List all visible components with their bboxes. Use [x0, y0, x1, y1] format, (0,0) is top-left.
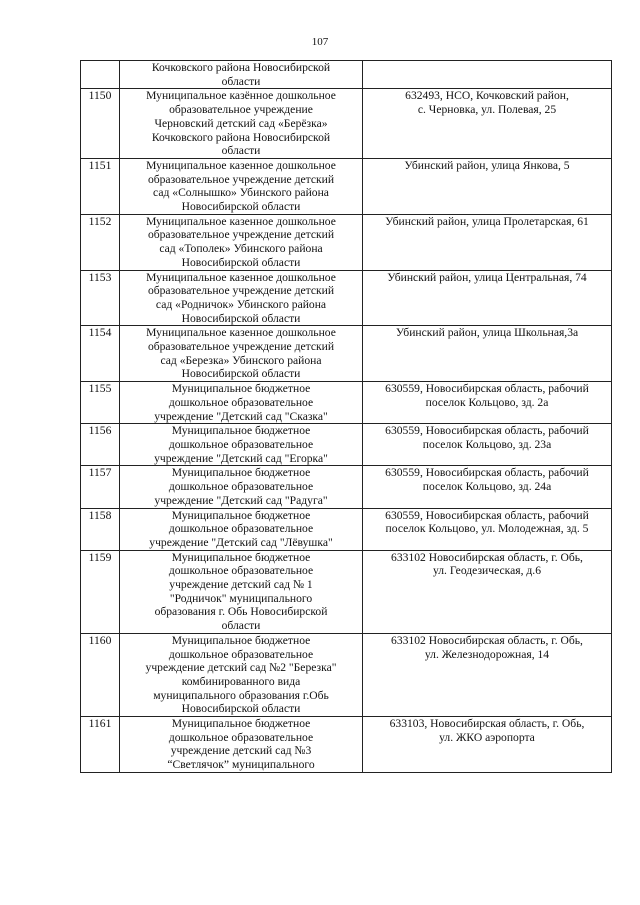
address-line: 630559, Новосибирская область, рабочий: [385, 466, 589, 480]
address-line: ул. Геодезическая, д.6: [432, 564, 541, 578]
institution-name-cell: [120, 382, 363, 424]
institution-name-line: дошкольное образовательное: [168, 522, 314, 536]
institution-name-line: Муниципальное бюджетное: [171, 466, 311, 480]
row-number-cell: 1150: [81, 89, 120, 159]
institution-name-line: учреждение детский сад №3: [170, 744, 312, 758]
institution-name-line: Новосибирской области: [181, 702, 301, 716]
row-number-cell: 1152: [81, 214, 120, 270]
institution-name-line: образовательное учреждение детский: [147, 340, 335, 354]
address-line: 630559, Новосибирская область, рабочий: [385, 424, 589, 438]
row-number-cell: 1160: [81, 633, 120, 716]
address-cell: [363, 326, 612, 382]
address-cell: [363, 717, 612, 773]
table-row: [81, 424, 612, 466]
institution-name-line: Муниципальное казённое дошкольное: [146, 89, 336, 103]
address-line: 633102 Новосибирская область, г. Обь,: [391, 633, 583, 647]
institution-name-line: Муниципальное казенное дошкольное: [146, 270, 336, 284]
institution-name-line: "Родничок" муниципального: [169, 591, 313, 605]
institution-name-line: дошкольное образовательное: [168, 647, 314, 661]
row-number-cell: 1158: [81, 508, 120, 550]
address-cell: [363, 158, 612, 214]
institution-name-line: сад «Тополек» Убинского района: [159, 242, 323, 256]
institution-name-line: образовательное учреждение детский: [147, 284, 335, 298]
row-number-cell: 1153: [81, 270, 120, 326]
table-row: [81, 214, 612, 270]
address-line: 633102 Новосибирская область, г. Обь,: [391, 550, 583, 564]
table-row: [81, 466, 612, 508]
institution-name-line: комбинированного вида: [181, 674, 301, 688]
institution-name-line: области: [221, 74, 261, 88]
address-line: Убинский район, улица Янкова, 5: [404, 158, 570, 172]
row-number-cell: 1156: [81, 424, 120, 466]
institution-name-line: Муниципальное бюджетное: [171, 382, 311, 396]
table-row: [81, 633, 612, 716]
institution-name-line: учреждение "Детский сад "Радуга": [154, 493, 328, 507]
institution-name-line: “Светлячок” муниципального: [167, 758, 315, 772]
address-cell: [363, 270, 612, 326]
institution-name-line: сад «Родничок» Убинского района: [155, 297, 327, 311]
address-cell: [363, 214, 612, 270]
table-row: [81, 508, 612, 550]
address-line: Убинский район, улица Центральная, 74: [387, 270, 587, 284]
address-line: 630559, Новосибирская область, рабочий: [385, 382, 589, 396]
institution-name-line: Муниципальное казенное дошкольное: [146, 214, 336, 228]
institution-name-line: Муниципальное казенное дошкольное: [146, 326, 336, 340]
institution-name-line: сад «Солнышко» Убинского района: [153, 186, 329, 200]
institution-name-cell: [120, 270, 363, 326]
institution-name-cell: [120, 214, 363, 270]
address-line: Убинский район, улица Школьная,3а: [395, 326, 579, 340]
address-line: поселок Кольцово, зд. 24а: [422, 480, 552, 494]
institution-name-cell: [120, 466, 363, 508]
address-cell: [363, 89, 612, 159]
institution-name-cell: [120, 326, 363, 382]
institution-name-line: Муниципальное бюджетное: [171, 717, 311, 731]
institution-name-line: учреждение "Детский сад "Егорка": [154, 451, 328, 465]
address-line: Убинский район, улица Пролетарская, 61: [385, 214, 589, 228]
address-cell: [363, 382, 612, 424]
row-number-cell: 1159: [81, 550, 120, 633]
institution-name-line: сад «Березка» Убинского района: [160, 353, 322, 367]
institution-name-cell: [120, 550, 363, 633]
institution-name-line: образовательное учреждение детский: [147, 172, 335, 186]
row-number-cell: 1151: [81, 158, 120, 214]
institution-name-cell: [120, 717, 363, 773]
institution-name-cell: [120, 424, 363, 466]
row-number-cell: 1155: [81, 382, 120, 424]
institution-name-line: дошкольное образовательное: [168, 564, 314, 578]
table-row: [81, 326, 612, 382]
address-cell: [363, 508, 612, 550]
institution-name-line: дошкольное образовательное: [168, 395, 314, 409]
institution-name-line: образовательное учреждение: [169, 103, 313, 117]
kindergarten-registry-table: [80, 60, 612, 773]
institution-name-line: Кочковского района Новосибирской: [151, 130, 331, 144]
row-number-cell: [81, 61, 120, 89]
institution-name-cell: [120, 633, 363, 716]
institution-name-cell: [120, 89, 363, 159]
institution-name-line: Муниципальное бюджетное: [171, 550, 311, 564]
institution-name-line: муниципального образования г.Обь: [153, 688, 329, 702]
table-row: [81, 89, 612, 159]
institution-name-line: дошкольное образовательное: [168, 480, 314, 494]
institution-name-line: Новосибирской области: [181, 367, 301, 381]
table-row: [81, 61, 612, 89]
institution-name-cell: [120, 158, 363, 214]
institution-name-line: Муниципальное бюджетное: [171, 508, 311, 522]
row-number-cell: 1154: [81, 326, 120, 382]
institution-name-line: Муниципальное бюджетное: [171, 424, 311, 438]
address-cell: [363, 466, 612, 508]
address-line: ул. ЖКО аэропорта: [439, 730, 535, 744]
institution-name-line: образования г. Обь Новосибирской: [154, 605, 328, 619]
institution-name-line: учреждение "Детский сад "Сказка": [154, 409, 328, 423]
institution-name-line: Кочковского района Новосибирской: [151, 61, 331, 74]
address-cell: [363, 633, 612, 716]
page-number: 107: [311, 36, 329, 48]
address-line: с. Черновка, ул. Полевая, 25: [417, 103, 557, 117]
institution-name-line: Новосибирской области: [181, 255, 301, 269]
institution-name-cell: [120, 508, 363, 550]
institution-name-line: дошкольное образовательное: [168, 437, 314, 451]
institution-name-line: области: [221, 144, 261, 158]
institution-name-line: учреждение детский сад № 1: [169, 578, 313, 592]
institution-name-line: Муниципальное бюджетное: [171, 633, 311, 647]
institution-name-line: Муниципальное казенное дошкольное: [146, 158, 336, 172]
institution-name-line: Новосибирской области: [181, 200, 301, 214]
address-line: 632493, НСО, Кочковский район,: [405, 89, 569, 103]
address-cell: [363, 550, 612, 633]
address-line: 633103, Новосибирская область, г. Обь,: [389, 717, 585, 731]
address-line: ул. Железнодорожная, 14: [424, 647, 550, 661]
institution-name-line: образовательное учреждение детский: [147, 228, 335, 242]
row-number-cell: 1157: [81, 466, 120, 508]
institution-name-cell: [120, 61, 363, 89]
address-cell: [363, 424, 612, 466]
table-row: [81, 382, 612, 424]
table-row: [81, 717, 612, 773]
institution-name-line: учреждение детский сад №2 "Березка": [145, 661, 337, 675]
table-row: [81, 158, 612, 214]
address-line: 630559, Новосибирская область, рабочий: [385, 508, 589, 522]
institution-name-line: области: [221, 619, 261, 633]
address-cell: [363, 61, 612, 89]
institution-name-line: Черновский детский сад «Берёзка»: [154, 116, 328, 130]
registry-table-body: [81, 61, 612, 773]
address-line: поселок Кольцово, зд. 23а: [422, 437, 552, 451]
address-line: поселок Кольцово, зд. 2а: [425, 395, 549, 409]
table-row: [81, 550, 612, 633]
address-line: поселок Кольцово, ул. Молодежная, зд. 5: [385, 522, 589, 536]
institution-name-line: дошкольное образовательное: [168, 730, 314, 744]
institution-name-line: учреждение "Детский сад "Лёвушка": [149, 535, 333, 549]
institution-name-line: Новосибирской области: [181, 311, 301, 325]
table-row: [81, 270, 612, 326]
row-number-cell: 1161: [81, 717, 120, 773]
